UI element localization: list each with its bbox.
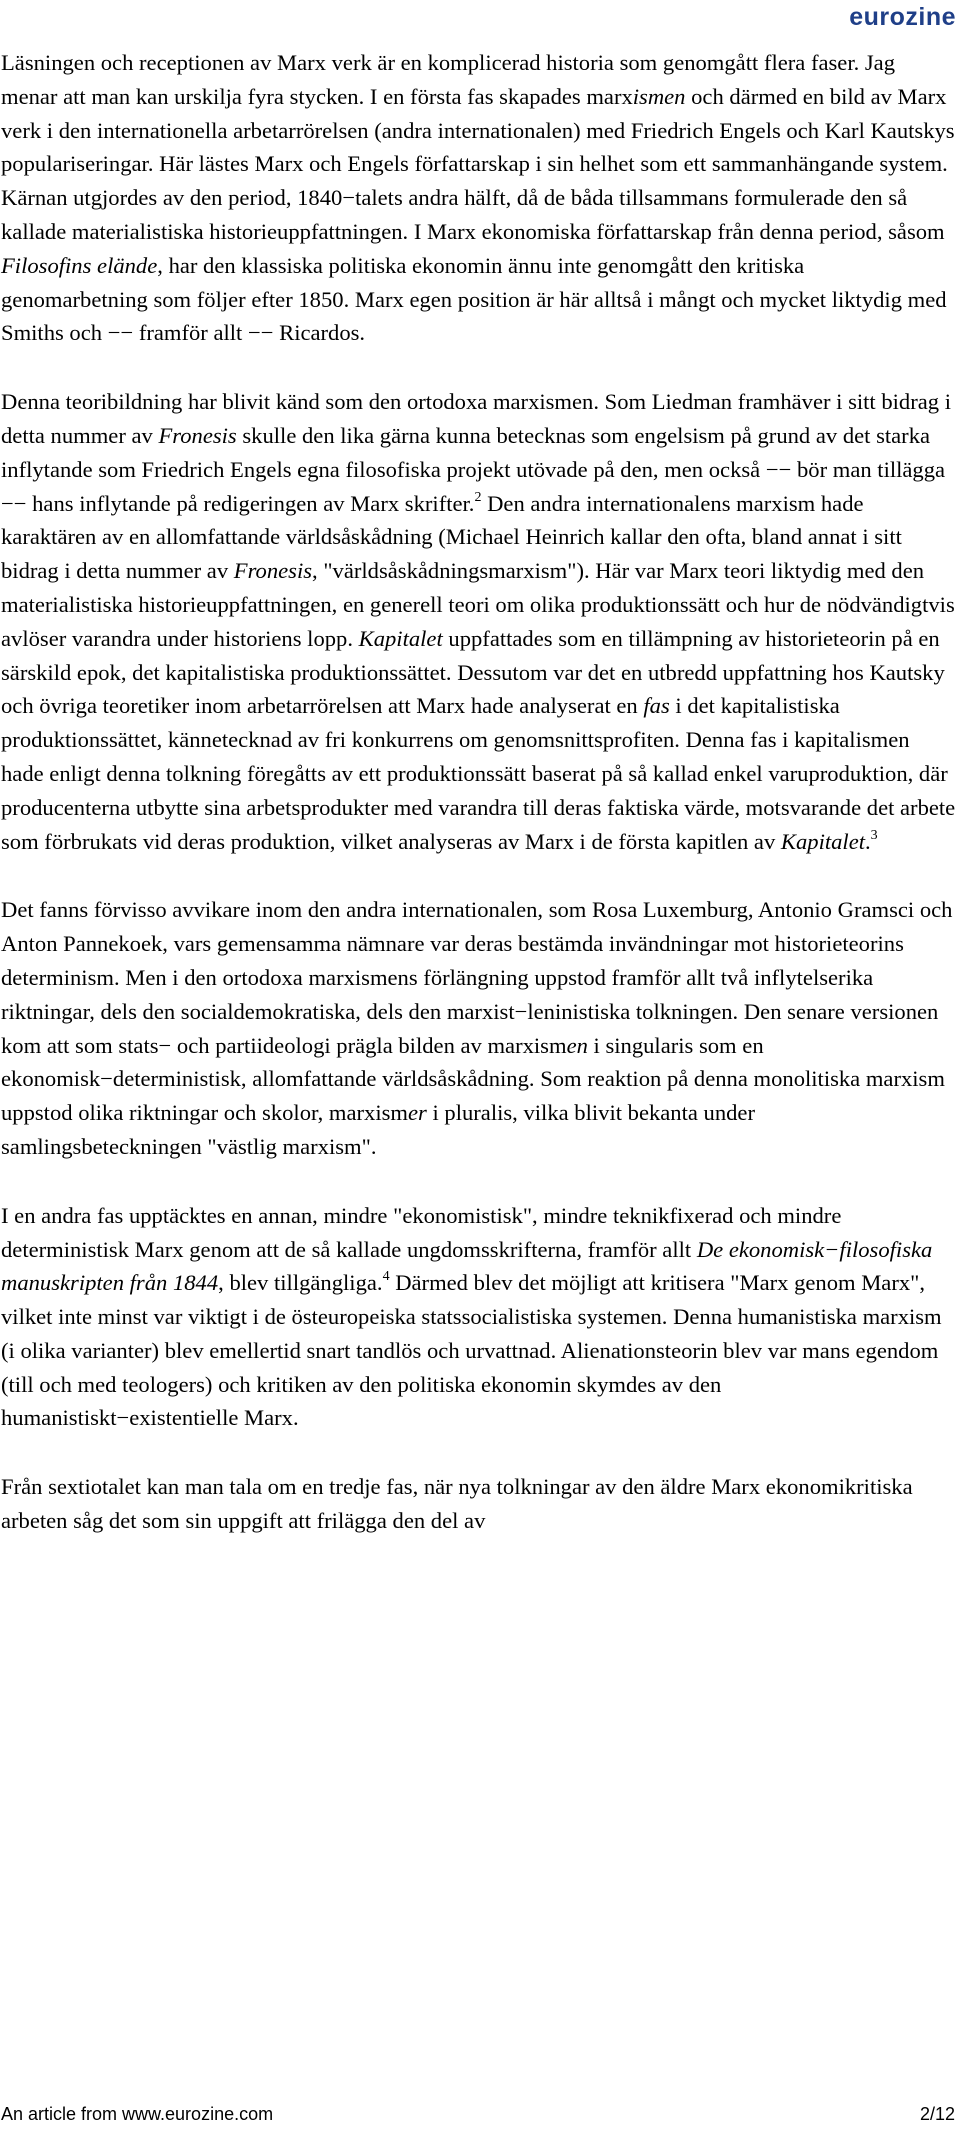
article-body <box>1 46 956 1573</box>
text-segment: , blev tillgängliga. <box>218 1270 383 1296</box>
italic-text: en <box>566 1032 588 1058</box>
text-segment: uppfattades som en tillämpning av historieteorin på en särskild epok, det kapitalistiska produktionssättet. Dessutom var det en utbredd uppfattning hos Kautsky och övriga teoretiker inom arbetarrörelsen att Marx hade analyserat en <box>1 625 945 719</box>
footnote-ref: 3 <box>870 827 878 843</box>
paragraph-1 <box>1 46 956 350</box>
footnote-ref: 4 <box>382 1269 390 1285</box>
paragraph-2 <box>1 385 956 858</box>
text-segment: . <box>865 828 871 854</box>
italic-text: Fronesis <box>158 422 237 448</box>
footer-source: An article from www.eurozine.com <box>1 2104 274 2124</box>
page-number: 2/12 <box>919 2104 955 2124</box>
text-segment: Den andra internationalens marxism hade karaktären av en allomfattande världsåskådning (Michael Heinrich kallar den ofta, bland annat i sitt bidrag i detta nummer av <box>1 490 902 584</box>
italic-text: fas <box>643 693 670 719</box>
italic-text: De ekonomisk−filosofiska manuskripten från 1844 <box>1 1236 933 1296</box>
paragraph-4 <box>1 1199 956 1436</box>
footnote-ref: 2 <box>474 489 482 505</box>
italic-text: Fronesis <box>233 558 313 584</box>
text-segment: Från sextiotalet kan man tala om en tredje fas, när nya tolkningar av den äldre Marx ekonomikritiska arbeten såg det som sin uppgift att frilägga den del av <box>1 1474 913 1534</box>
paragraph-5 <box>1 1470 956 1538</box>
italic-text: Filosofins elände <box>1 252 158 278</box>
text-segment: i singularis som en ekonomisk−deterministisk, allomfattande världsåskådning. Som reaktion på denna monolitiska marxism uppstod olika riktningar och skolor, marxism <box>1 1032 945 1126</box>
text-segment: Därmed blev det möjligt att kritisera "Marx genom Marx", vilket inte minst var viktigt i de östeuropeiska statssocialistiska systemen. Denna humanistiska marxism (i olika varianter) blev emellertid snart tandlös och urvattnad. Alienationsteorin blev var mans egendom (till och med teologers) och kritiken av den politiska ekonomin skymdes av den humanistiskt−existentielle Marx. <box>1 1270 942 1431</box>
text-segment: och därmed en bild av Marx verk i den internationella arbetarrörelsen (andra internationalen) med Friedrich Engels och Karl Kautskys populariseringar. Här lästes Marx och Engels författarskap i sin helhet som ett sammanhängande system. Kärnan utgjordes av den period, 1840−talets andra hälft, då de båda tillsammans formulerade den så kallade materialistiska historieuppfattningen. I Marx ekonomiska författarskap från denna period, såsom <box>1 83 955 244</box>
text-segment: Det fanns förvisso avvikare inom den andra internationalen, som Rosa Luxemburg, Antonio Gramsci och Anton Pannekoek, vars gemensamma nämnare var deras bestämda invändningar mot historieteorins determinism. Men i den ortodoxa marxismens förlängning uppstod framför allt två inflytelserika riktningar, dels den socialdemokratiska, dels den marxist−leninistiska tolkningen. Den senare versionen kom att som stats− och partiideologi prägla bilden av marxism <box>1 897 953 1058</box>
text-segment: , har den klassiska politiska ekonomin ännu inte genomgått den kritiska genomarbetning som följer efter 1850. Marx egen position är här alltså i mångt och mycket liktydig med Smiths och −− framför allt −− Ricardos. <box>1 252 947 346</box>
text-segment: I en andra fas upptäcktes en annan, mindre "ekonomistisk", mindre teknikfixerad och mindre deterministisk Marx genom att de så kallade ungdomsskrifterna, framför allt <box>1 1202 842 1262</box>
text-segment: i det kapitalistiska produktionssättet, kännetecknad av fri konkurrens om genomsnittsprofiten. Denna fas i kapitalismen hade enligt denna tolkning föregåtts av ett produktionssätt baserat på så kallad enkel varuproduktion, där producenterna utbytte sina arbetsprodukter med varandra till deras faktiska värde, motsvarande det arbete som förbrukats vid deras produktion, vilket analyseras av Marx i de första kapitlen av <box>1 693 956 854</box>
italic-text: ismen <box>632 83 686 109</box>
paragraph-3 <box>1 893 956 1163</box>
text-segment: , "världsåskådningsmarxism"). Här var Marx teori liktydig med den materialistiska historieuppfattningen, en generell teori om olika produktionssätt och hur de nödvändigtvis avlöser varandra under historiens lopp. <box>1 558 955 651</box>
text-segment: Läsningen och receptionen av Marx verk är en komplicerad historia som genomgått flera faser. Jag menar att man kan urskilja fyra stycken. I en första fas skapades marx <box>1 50 896 109</box>
text-segment: i pluralis, vilka blivit bekanta under samlingsbeteckningen "västlig marxism". <box>1 1100 755 1159</box>
italic-text: er <box>408 1100 427 1126</box>
page-footer <box>1 2103 955 2125</box>
text-segment: Denna teoribildning har blivit känd som den ortodoxa marxismen. Som Liedman framhäver i sitt bidrag i detta nummer av <box>1 389 951 448</box>
italic-text: Kapitalet <box>358 625 443 651</box>
text-segment: skulle den lika gärna kunna betecknas som engelsism på grund av det starka inflytande som Friedrich Engels egna filosofiska projekt utövade på den, men också −− bör man tillägga −− hans inflytande på redigeringen av Marx skrifter. <box>1 422 946 516</box>
eurozine-logo: eurozine <box>849 3 956 31</box>
italic-text: Kapitalet <box>780 828 866 854</box>
